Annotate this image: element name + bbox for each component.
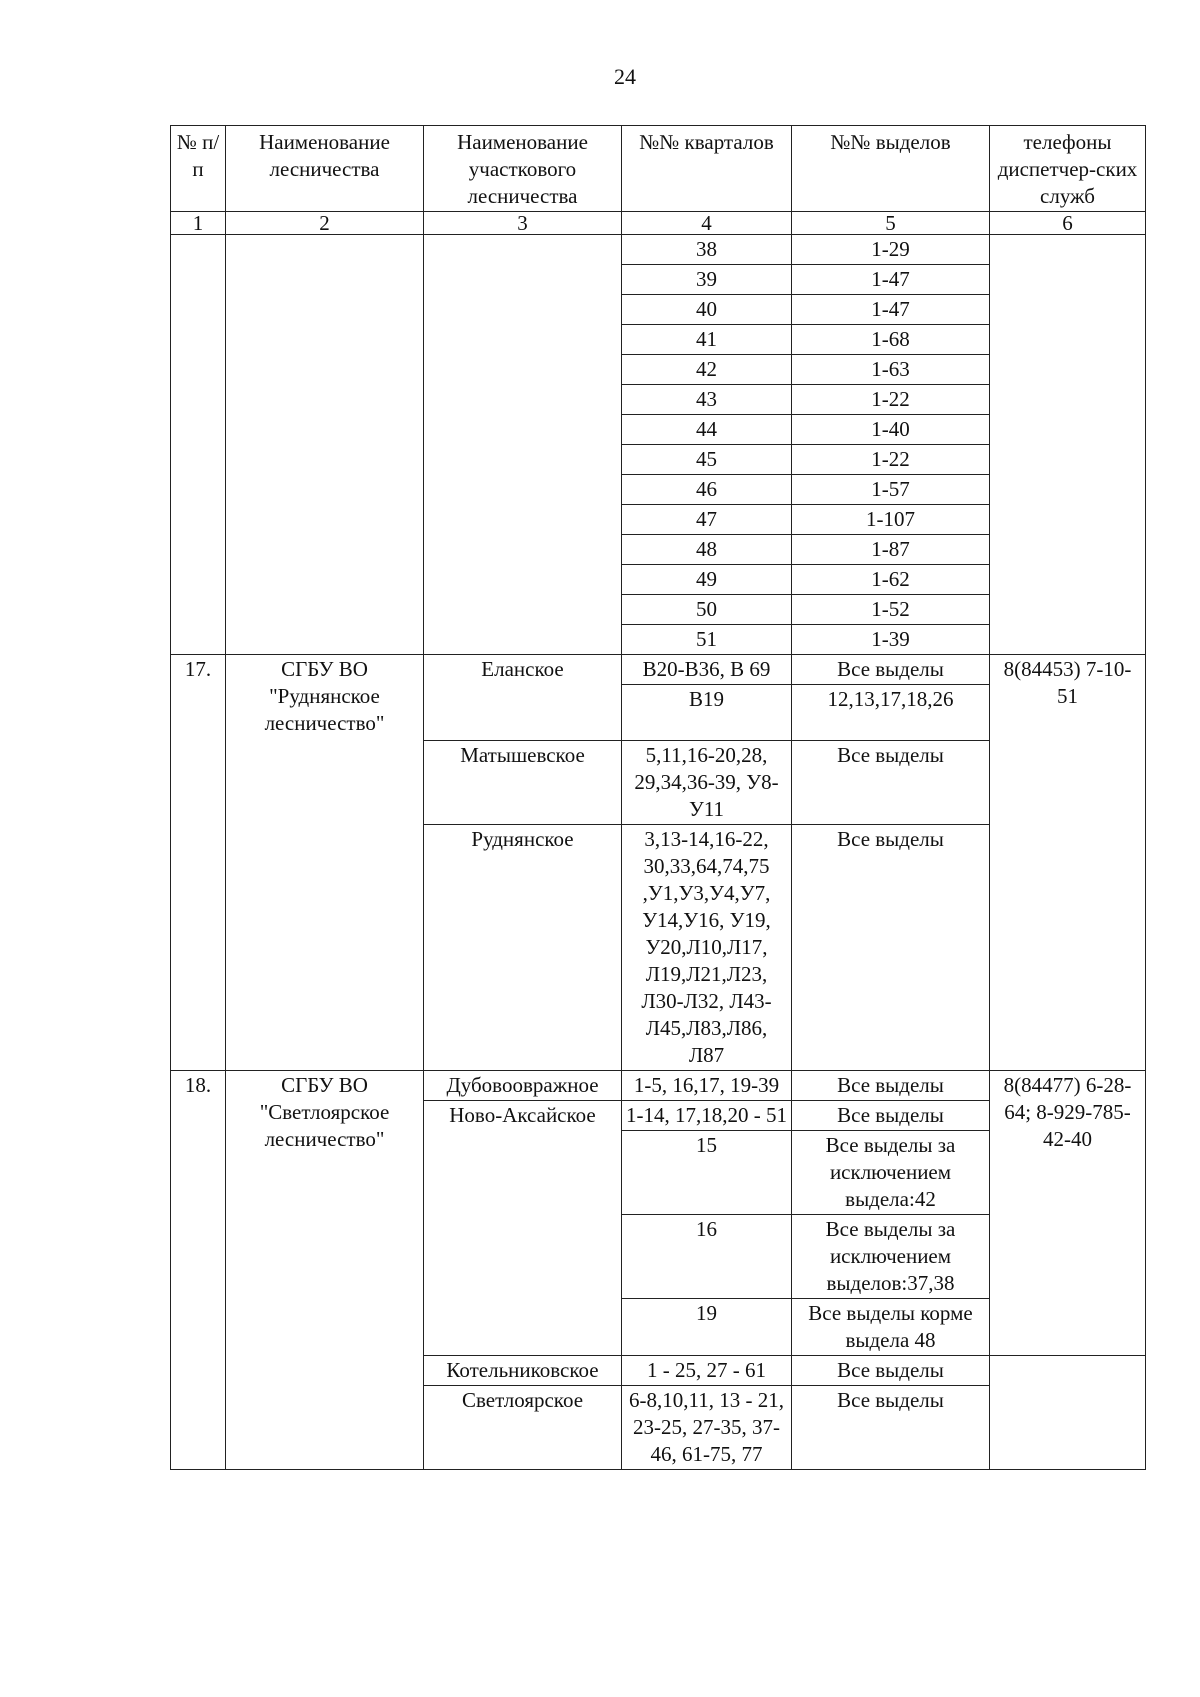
cell-quarter: 15 [622, 1131, 792, 1215]
cell-phone: 8(84477) 6-28-64; 8-929-785-42-40 [990, 1071, 1146, 1356]
cell-district: Матышевское [424, 741, 622, 825]
cell-district: Ново-Аксайское [424, 1101, 622, 1356]
header-row [171, 126, 1146, 212]
cell-quarter: 5,11,16-20,28, 29,34,36-39, У8-У11 [622, 741, 792, 825]
cell-section: 1-57 [792, 475, 990, 505]
forestry-table [170, 125, 1146, 1470]
cell-forestry-name: СГБУ ВО "Светлоярское лесничество" [226, 1071, 424, 1470]
cell-quarter: 50 [622, 595, 792, 625]
cell-section: 1-47 [792, 295, 990, 325]
cell-section: 1-63 [792, 355, 990, 385]
cell-phone-empty [990, 235, 1146, 655]
cell-quarter: 3,13-14,16-22, 30,33,64,74,75 ,У1,У3,У4,У7, У14,У16, У19, У20,Л10,Л17, Л19,Л21,Л23, Л30-Л32, Л43-Л45,Л83,Л86, Л87 [622, 825, 792, 1071]
column-number: 6 [990, 212, 1146, 235]
cell-section: Все выделы [792, 1071, 990, 1101]
cell-quarter: 48 [622, 535, 792, 565]
column-number: 3 [424, 212, 622, 235]
cell-quarter: 49 [622, 565, 792, 595]
cell-quarter: 51 [622, 625, 792, 655]
cell-section: 1-39 [792, 625, 990, 655]
cell-section: Все выделы [792, 1356, 990, 1386]
cell-quarter: 42 [622, 355, 792, 385]
page-number: 24 [614, 64, 636, 89]
cell-quarter: 40 [622, 295, 792, 325]
cell-section: 1-87 [792, 535, 990, 565]
header-sections: №№ выделов [792, 126, 990, 212]
table-row [171, 1071, 1146, 1101]
cell-quarter: 1-5, 16,17, 19-39 [622, 1071, 792, 1101]
header-forestry: Наименование лесничества [226, 126, 424, 212]
cell-num-empty [171, 235, 226, 655]
column-number: 4 [622, 212, 792, 235]
column-number: 1 [171, 212, 226, 235]
cell-section: Все выделы [792, 741, 990, 825]
cell-district: Светлоярское [424, 1386, 622, 1470]
cell-section: Все выделы [792, 1101, 990, 1131]
cell-district-empty [424, 235, 622, 655]
cell-section: 1-29 [792, 235, 990, 265]
cell-section: Все выделы за исключением выделов:37,38 [792, 1215, 990, 1299]
cell-section: 1-107 [792, 505, 990, 535]
cell-district: Дубовоовражное [424, 1071, 622, 1101]
cell-phone: 8(84453) 7-10-51 [990, 655, 1146, 1071]
cell-quarter: В20-В36, В 69 [622, 655, 792, 685]
cell-quarter: 43 [622, 385, 792, 415]
column-number: 5 [792, 212, 990, 235]
cell-section: 1-22 [792, 445, 990, 475]
cell-phone-empty [990, 1356, 1146, 1470]
cell-entry-num: 18. [171, 1071, 226, 1470]
cell-section: 1-52 [792, 595, 990, 625]
cell-section: Все выделы за исключением выдела:42 [792, 1131, 990, 1215]
cell-quarter: 41 [622, 325, 792, 355]
column-number-row [171, 212, 1146, 235]
cell-district: Котельниковское [424, 1356, 622, 1386]
cell-quarter: 39 [622, 265, 792, 295]
header-quarters: №№ кварталов [622, 126, 792, 212]
table-row [171, 655, 1146, 685]
header-district: Наименование участкового лесничества [424, 126, 622, 212]
cell-forestry-name: СГБУ ВО "Руднянское лесничество" [226, 655, 424, 1071]
cell-quarter: 19 [622, 1299, 792, 1356]
cell-quarter: 1 - 25, 27 - 61 [622, 1356, 792, 1386]
cell-quarter: 38 [622, 235, 792, 265]
header-phones: телефоны диспетчер-ских служб [990, 126, 1146, 212]
cell-district: Руднянское [424, 825, 622, 1071]
cell-section: 1-62 [792, 565, 990, 595]
header-num: № п/п [171, 126, 226, 212]
cell-section: 12,13,17,18,26 [792, 685, 990, 741]
cell-quarter: 47 [622, 505, 792, 535]
column-number: 2 [226, 212, 424, 235]
cell-section: 1-22 [792, 385, 990, 415]
cell-quarter: 16 [622, 1215, 792, 1299]
cell-district: Еланское [424, 655, 622, 741]
table-row [171, 235, 1146, 265]
cell-quarter: 44 [622, 415, 792, 445]
cell-section: Все выделы [792, 825, 990, 1071]
cell-section: 1-47 [792, 265, 990, 295]
cell-section: Все выделы [792, 655, 990, 685]
cell-quarter: 46 [622, 475, 792, 505]
cell-section: 1-68 [792, 325, 990, 355]
cell-quarter: В19 [622, 685, 792, 741]
cell-section: Все выделы [792, 1386, 990, 1470]
cell-quarter: 45 [622, 445, 792, 475]
cell-section: 1-40 [792, 415, 990, 445]
cell-quarter: 6-8,10,11, 13 - 21, 23-25, 27-35, 37- 46, 61-75, 77 [622, 1386, 792, 1470]
cell-forestry-empty [226, 235, 424, 655]
cell-entry-num: 17. [171, 655, 226, 1071]
cell-section: Все выделы корме выдела 48 [792, 1299, 990, 1356]
cell-quarter: 1-14, 17,18,20 - 51 [622, 1101, 792, 1131]
